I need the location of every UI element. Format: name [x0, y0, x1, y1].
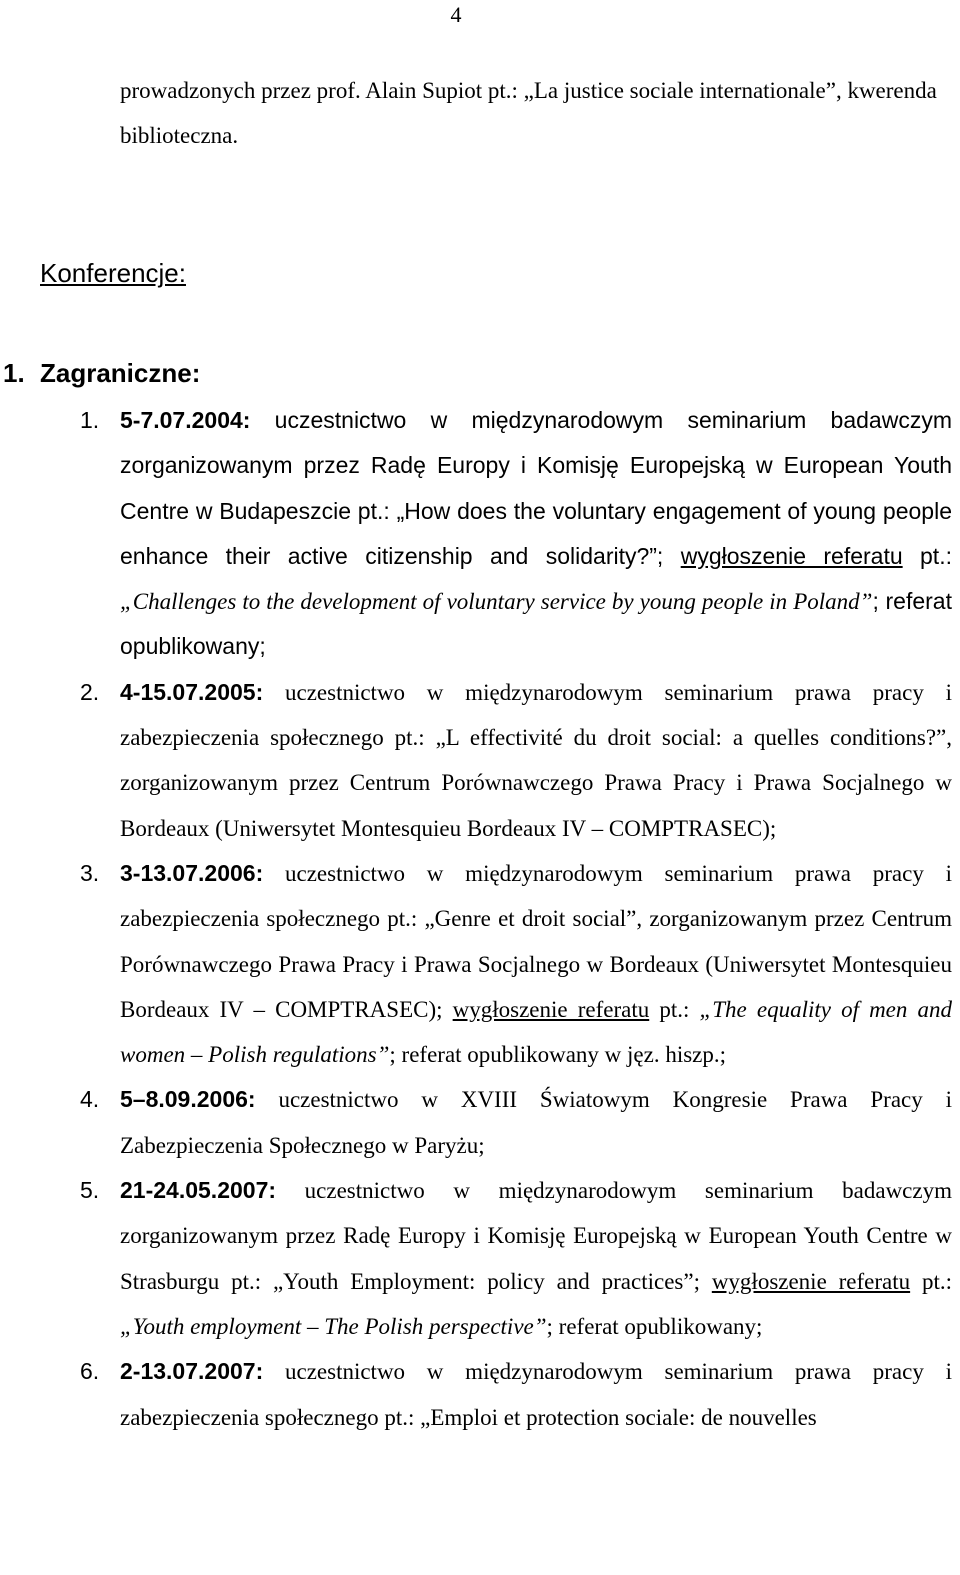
list-item [0, 1077, 952, 1168]
list-item [0, 1349, 952, 1440]
item-text: uczestnictwo w międzynarodowym seminarium prawa pracy i zabezpieczenia społecznego pt.: „Genre et droit social”, zorganizowanym przez Centrum Porównawczego Prawa Pracy i Prawa Socjalnego w Bordeaux (Uniwersytet Montesquieu Bordeaux IV – COMPTRASEC); [120, 860, 952, 1022]
item-text: uczestnictwo w międzynarodowym seminarium badawczym zorganizowanym przez Radę Europy i Komisję Europejską w European Youth Centre w Budapeszcie pt.: „How does the voluntary engagement of young people enhance their active citizenship and solidarity?”; [120, 407, 952, 569]
item-text: uczestnictwo w międzynarodowym seminarium prawa pracy i zabezpieczenia społecznego pt.: „L effectivité du droit social: a quelles conditions?”, zorganizowanym przez Centrum Porównawczego Prawa Pracy i Prawa Socjalnego w Bordeaux (Uniwersytet Montesquieu Bordeaux IV – COMPTRASEC); [120, 679, 952, 841]
list-item [0, 851, 952, 1077]
item-date: 4-15.07.2005: [120, 678, 264, 705]
item-number: 2. [80, 678, 100, 705]
item-date: 3-13.07.2006: [120, 859, 264, 886]
lecture-link[interactable]: wygłoszenie referatu [452, 996, 650, 1022]
item-text: pt.: [649, 996, 700, 1022]
item-number: 5. [80, 1177, 100, 1204]
item-text: ; referat opublikowany w jęz. hiszp.; [389, 1042, 727, 1068]
item-text: uczestnictwo w międzynarodowym seminarium prawa pracy i zabezpieczenia społecznego pt.: „Emploi et protection sociale: de nouvelles [120, 1359, 952, 1430]
item-number: 4. [80, 1086, 100, 1113]
item-date: 21-24.05.2007: [120, 1177, 277, 1204]
item-number: 6. [80, 1358, 100, 1385]
lecture-link[interactable]: wygłoszenie referatu [711, 1268, 911, 1294]
lecture-title: „Challenges to the development of voluntary service by young people in Poland” [120, 589, 873, 615]
lecture-link[interactable]: wygłoszenie referatu [680, 542, 903, 569]
lecture-title: „Youth employment – The Polish perspective” [120, 1313, 547, 1339]
item-date: 2-13.07.2007: [120, 1358, 264, 1385]
page-number: 4 [450, 2, 462, 27]
list-item [0, 670, 952, 851]
item-number: 1. [80, 407, 100, 433]
subsection-number: 1. [3, 358, 25, 388]
intro-paragraph: prowadzonych przez prof. Alain Supiot pt.: „La justice sociale internationale”, kwerenda biblioteczna. [120, 78, 937, 148]
item-date: 5–8.09.2006: [120, 1086, 256, 1113]
list-item [0, 1168, 952, 1349]
item-text: pt.: [902, 542, 952, 569]
lecture-title: „The equality of men and women – Polish regulations” [120, 996, 952, 1068]
item-text: ; referat opublikowany; [546, 1313, 763, 1339]
item-text: uczestnictwo w XVIII Światowym Kongresie Prawa Pracy i Zabezpieczenia Społecznego w Paryżu; [120, 1087, 952, 1158]
item-text: pt.: [910, 1268, 952, 1294]
item-number: 3. [80, 859, 100, 886]
subsection-title: Zagraniczne: [40, 358, 201, 388]
section-title: Konferencje: [40, 258, 186, 288]
item-text: uczestnictwo w międzynarodowym seminarium badawczym zorganizowanym przez Radę Europy i Komisję Europejską w European Youth Centre w Strasburgu pt.: „Youth Employment: policy and practices”; [120, 1178, 952, 1294]
item-text: ; referat opublikowany; [120, 588, 952, 660]
conference-list [0, 398, 952, 1440]
list-item [0, 398, 952, 670]
item-date: 5-7.07.2004: [120, 407, 251, 433]
